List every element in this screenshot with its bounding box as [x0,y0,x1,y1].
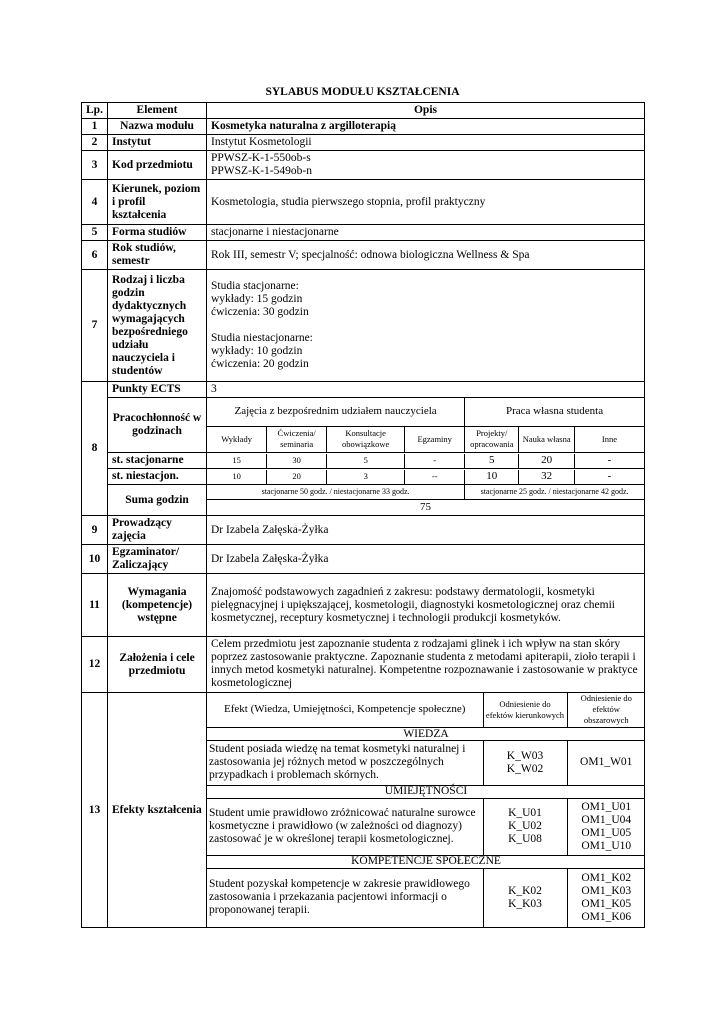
sum-own: stacjonarne 25 godz. / niestacjonarne 42 godz. [465,485,644,499]
ects-value: 3 [207,382,645,398]
field-reference-header: Odniesienie do efektów kierunkowych [483,693,567,727]
stationary-projects-hours: 5 [465,454,519,468]
row-1 [82,119,645,135]
row-element: Kierunek, poziom i profil kształcenia [108,180,207,225]
row-lp: 11 [82,574,108,637]
col-exercises: Ćwiczenia/ seminaria [267,426,327,452]
row-lp: 8 [82,382,108,516]
stationary-self-study-hours: 20 [519,454,574,468]
header-element: Element [108,103,207,119]
knowledge-header: WIEDZA [207,727,645,740]
row-lp: 10 [82,545,108,574]
row-element: Prowadzący zajęcia [108,516,207,545]
part-time-lectures: wykłady: 10 godzin [211,345,303,357]
row-lp: 3 [82,151,108,180]
sum-label: Suma godzin [108,485,207,516]
row-7 [82,270,645,382]
row-value: Kosmetologia, studia pierwszego stopnia, profil praktyczny [207,180,645,225]
row-value [207,270,645,382]
part-time-lectures-hours: 10 [207,470,267,484]
row-lp: 9 [82,516,108,545]
skills-outcome: Student umie prawidłowo zróżnicować naturalne surowce kosmetyczne i prawidłowo (w zależności od diagnozy) zastosować je w określonej terapii kosmetologicznej. [207,798,483,855]
row-element: Wymagania (kompetencje) wstępne [108,574,207,637]
skills-field-ref: K_U01 K_U02 K_U08 [483,798,567,855]
row-8-part-time [82,469,645,485]
row-8-ects [82,382,645,398]
row-8-stationary [82,453,645,469]
row-value: Rok III, semestr V; specjalność: odnowa biologiczna Wellness & Spa [207,241,645,270]
code-part-time: PPWSZ-K-1-549ob-n [211,165,312,177]
workload-label: Pracochłonność w godzinach [108,398,207,453]
row-value: Dr Izabela Załęska-Żyłka [207,516,645,545]
knowledge-outcome: Student posiada wiedzę na temat kosmetyki naturalnej i zastosowania jej różnych metod w poszczególnych przypadkach i problemach skórnych. [207,741,483,786]
row-lp: 6 [82,241,108,270]
part-time-self-study-hours: 32 [519,470,574,484]
row-element: Instytut [108,135,207,151]
row-value: stacjonarne i niestacjonarne [207,225,645,241]
row-10 [82,545,645,574]
sum-total: 75 [207,499,644,515]
row-element: Założenia i cele przedmiotu [108,637,207,693]
stationary-other-hours: - [574,454,644,468]
row-element: Rodzaj i liczba godzin dydaktycznych wymagających bezpośredniego udziału nauczyciela i studentów [108,270,207,382]
stationary-lectures: wykłady: 15 godzin [211,293,303,305]
row-2 [82,135,645,151]
stationary-lectures-hours: 15 [207,454,267,468]
row-lp: 12 [82,637,108,693]
row-value: Dr Izabela Załęska-Żyłka [207,545,645,574]
skills-area-ref: OM1_U01 OM1_U04 OM1_U05 OM1_U10 [567,798,645,855]
row-9 [82,516,645,545]
col-exams: Egzaminy [405,426,465,452]
row-value: Celem przedmiotu jest zapoznanie studenta z rodzajami glinek i ich wpływ na stan skóry poprzez zastosowanie praktyczne. Zapoznanie studenta z metodami apiterapii, zioło terapii i innych metod kosmetyki naturalnej. Kompetentne rozpoznawanie i zastosowanie w praktyce kosmetologicznej [207,637,645,693]
col-projects: Projekty/ opracowania [465,426,519,452]
row-element: Rok studiów, semestr [108,241,207,270]
row-lp: 5 [82,225,108,241]
direct-contact-header: Zajęcia z bezpośrednim udziałem nauczyciela [207,398,465,426]
row-value [207,151,645,180]
code-stationary: PPWSZ-K-1-550ob-s [211,152,311,164]
document-title: SYLABUS MODUŁU KSZTAŁCENIA [265,86,460,98]
col-lectures: Wykłady [207,426,267,452]
header-opis: Opis [207,103,645,119]
row-lp: 4 [82,180,108,225]
workload-header [207,398,645,453]
stationary-exams-hours: - [405,454,465,468]
social-competences-outcome: Student pozyskał kompetencje w zakresie prawidłowego zastosowania i przekazania pacjentowi informacji o proponowanej terapii. [207,868,483,927]
knowledge-field-ref: K_W03 K_W02 [483,741,567,786]
skills-header: UMIEJĘTNOŚCI [207,785,645,798]
header-row [82,103,645,119]
row-6 [82,241,645,270]
part-time-other-hours: - [574,470,644,484]
part-time-heading: Studia niestacjonarne: [211,332,313,344]
row-value: Kosmetyka naturalna z argilloterapią [207,119,645,135]
row-value: Znajomość podstawowych zagadnień z zakresu: podstawy dermatologii, kosmetyki pielęgnacyjnej i upiększającej, kosmetologii, diagnostyki kosmetologicznej oraz chemii kosmetycznej, receptury kosmetycznej i technologii produkcji kosmetyków. [207,574,645,637]
social-competences-field-ref: K_K02 K_K03 [483,868,567,927]
syllabus-table [81,102,645,928]
social-competences-header: KOMPETENCJE SPOŁECZNE [207,855,645,868]
row-13 [82,693,645,928]
outcome-header: Efekt (Wiedza, Umiejętności, Kompetencje społeczne) [207,693,483,727]
own-work-header: Praca własna studenta [465,398,644,426]
row-element: Egzaminator/ Zaliczający [108,545,207,574]
social-competences-area-ref: OM1_K02 OM1_K03 OM1_K05 OM1_K06 [567,868,645,927]
part-time-consultations-hours: 3 [327,470,405,484]
part-time-exercises-hours: 20 [267,470,327,484]
row-4 [82,180,645,225]
row-12 [82,637,645,693]
stationary-exercises: ćwiczenia: 30 godzin [211,306,309,318]
ects-label: Punkty ECTS [108,382,207,398]
row-element: Kod przedmiotu [108,151,207,180]
area-reference-header: Odniesienie do efektów obszarowych [567,693,645,727]
row-lp: 7 [82,270,108,382]
row-value: Instytut Kosmetologii [207,135,645,151]
learning-outcomes [207,693,645,928]
row-element: Efekty kształcenia [108,693,207,928]
row-11 [82,574,645,637]
col-other: Inne [574,426,644,452]
stationary-consultations-hours: 5 [327,454,405,468]
sum-direct: stacjonarne 50 godz. / niestacjonarne 33 godz. [207,485,465,499]
part-time-label: st. niestacjon. [108,469,207,485]
row-lp: 13 [82,693,108,928]
stationary-label: st. stacjonarne [108,453,207,469]
part-time-exercises: ćwiczenia: 20 godzin [211,358,309,370]
part-time-exams-hours: -- [405,470,465,484]
row-8-sum [82,485,645,516]
stationary-exercises-hours: 30 [267,454,327,468]
part-time-projects-hours: 10 [465,470,519,484]
row-element: Nazwa modułu [108,119,207,135]
row-8-workload [82,398,645,453]
row-element: Forma studiów [108,225,207,241]
row-3 [82,151,645,180]
col-consultations: Konsultacje obowiązkowe [327,426,405,452]
col-self-study: Nauka własna [519,426,574,452]
row-5 [82,225,645,241]
knowledge-area-ref: OM1_W01 [567,741,645,786]
row-lp: 1 [82,119,108,135]
header-lp: Lp. [82,103,108,119]
row-lp: 2 [82,135,108,151]
stationary-heading: Studia stacjonarne: [211,280,299,292]
